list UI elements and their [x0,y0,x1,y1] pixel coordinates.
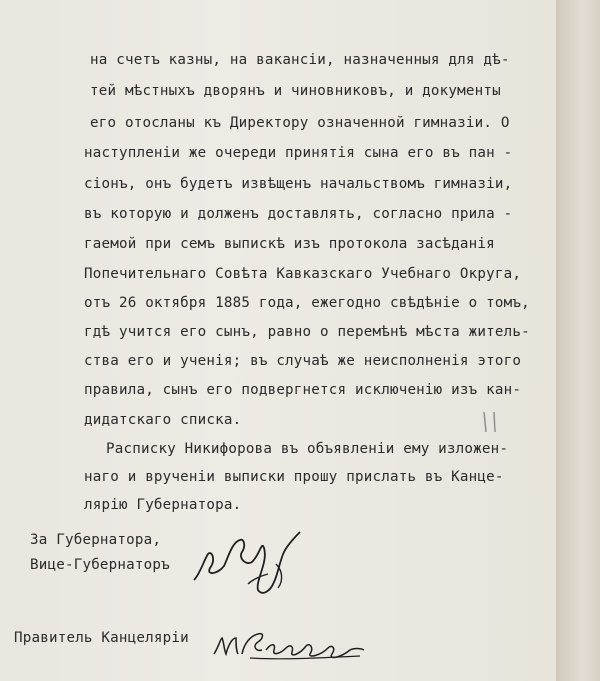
pencil-mark [478,410,508,434]
signature-title-line1: За Губернатора, [30,532,162,548]
body-line: наго и врученiи выписки прошу прислать въ Канце- [84,469,504,485]
body-line: дидатскаго списка. [84,412,242,428]
body-line: ства его и ученiя; въ случаѣ же неисполненiя этого [84,353,522,369]
body-line: въ которую и долженъ доставлять, согласно прила - [84,206,513,222]
vice-governor-signature-image [188,524,314,606]
body-line: лярiю Губернатора. [84,497,242,513]
body-line: отъ 26 октября 1885 года, ежегодно свѣдѣнiе о томъ, [84,295,530,311]
body-line: его отосланы къ Директору означенной гимназiи. О [90,115,510,131]
adjacent-page-edge [556,0,600,681]
body-line: тей мѣстныхъ дворянъ и чиновниковъ, и документы [90,83,501,99]
body-line: на счетъ казны, на вакансiи, назначенныя для дѣ- [90,52,510,68]
body-line: Расписку Никифорова въ объявленiи ему изложен- [106,441,509,457]
body-line: Попечительнаго Совѣта Кавказскаго Учебнаго Округа, [84,266,522,282]
chancellery-head-signature-image [210,628,368,664]
signature-title-line2: Вице-Губернаторъ [30,557,170,573]
body-line: гаемой при семъ выпискѣ изъ протокола засѣданiя [84,236,495,252]
body-line: наступленiи же очереди принятiя сына его въ пан - [84,145,513,161]
body-line: сiонъ, онъ будетъ извѣщенъ начальствомъ гимназiи, [84,176,513,192]
body-line: гдѣ учится его сынъ, равно о перемѣнѣ мѣста житель- [84,324,530,340]
body-line: правила, сынъ его подвергнется исключенiю изъ кан- [84,382,522,398]
signature-title-line3: Правитель Канцелярiи [14,630,189,646]
